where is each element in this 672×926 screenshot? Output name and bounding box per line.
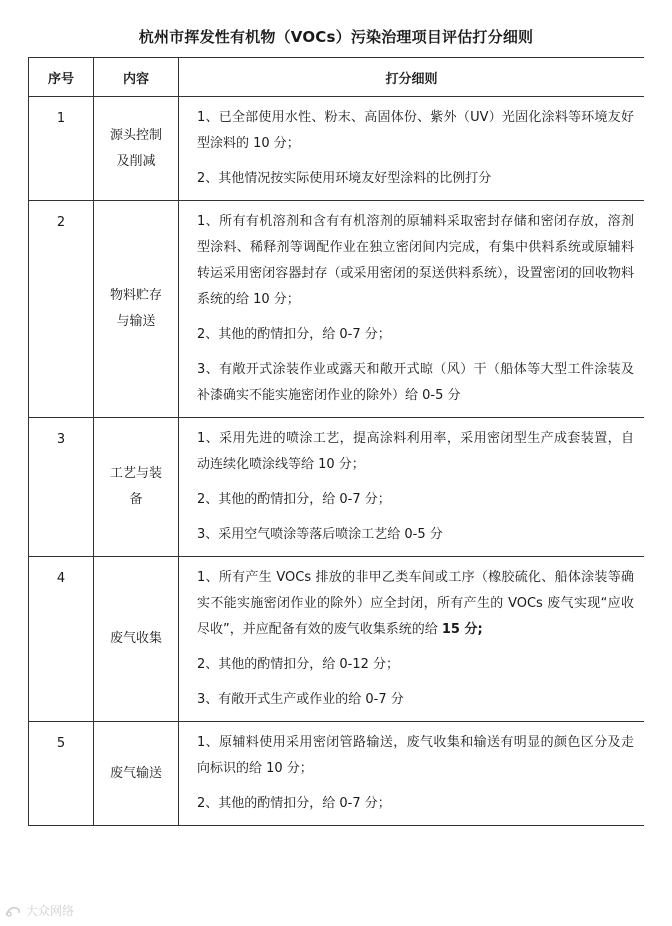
detail-item [197, 652, 634, 678]
row-number: 4 [29, 557, 94, 722]
detail-item [197, 522, 634, 548]
detail-text: 2、其他的酌情扣分，给 0-7 分； [197, 492, 391, 507]
table-row [29, 97, 645, 201]
detail-item [197, 209, 634, 313]
watermark-text: 大众网络 [26, 904, 75, 918]
detail-text: 2、其他的酌情扣分，给 0-12 分； [197, 657, 400, 672]
detail-text: 1、所有有机溶剂和含有有机溶剂的原辅料采取密封存储和密闭存放，溶剂型涂料、稀释剂等调配作业在独立密闭间内完成，有集中供料系统或原辅料转运采用密闭容器封存（或采用密闭的泵送供料系统），设置密闭的回收物料系统的给 10 分； [197, 214, 634, 307]
table-row [29, 418, 645, 557]
row-details [179, 201, 645, 418]
detail-item [197, 730, 634, 782]
header-number: 序号 [29, 58, 94, 97]
row-number: 1 [29, 97, 94, 201]
detail-item [197, 791, 634, 817]
category-text: 工艺与装备 [109, 466, 162, 507]
scoring-table [28, 57, 644, 826]
table-header-row [29, 58, 645, 97]
category-text: 废气收集 [109, 631, 162, 646]
row-number: 5 [29, 722, 94, 826]
detail-text: 3、有敞开式生产或作业的给 0-7 分 [197, 692, 404, 707]
detail-item [197, 357, 634, 409]
table-row [29, 201, 645, 418]
row-details [179, 97, 645, 201]
header-content: 内容 [94, 58, 179, 97]
detail-text: 1、所有产生 VOCs 排放的非甲乙类车间或工序（橡胶硫化、船体涂装等确实不能实施密闭作业的除外）应全封闭，所有产生的 VOCs 废气实现“应收尽收”，并应配备有效的废气收集系统的给 [197, 570, 634, 637]
detail-item [197, 487, 634, 513]
detail-item [197, 687, 634, 713]
detail-item [197, 105, 634, 157]
detail-text: 1、原辅料使用采用密闭管路输送，废气收集和输送有明显的颜色区分及走向标识的给 10 分； [197, 735, 634, 776]
row-category [94, 557, 179, 722]
row-category [94, 97, 179, 201]
detail-text: 2、其他情况按实际使用环境友好型涂料的比例打分 [197, 171, 492, 186]
detail-item [197, 426, 634, 478]
detail-text: 3、采用空气喷涂等落后喷涂工艺给 0-5 分 [197, 527, 443, 542]
detail-text: 3、有敞开式涂装作业或露天和敞开式晾（风）干（船体等大型工件涂装及补漆确实不能实施密闭作业的除外）给 0-5 分 [197, 362, 634, 403]
row-details [179, 557, 645, 722]
row-category [94, 418, 179, 557]
row-number: 3 [29, 418, 94, 557]
detail-text: 2、其他的酌情扣分，给 0-7 分； [197, 327, 391, 342]
watermark-logo-icon [4, 904, 22, 918]
detail-item [197, 166, 634, 192]
table-row [29, 557, 645, 722]
row-category [94, 201, 179, 418]
row-number: 2 [29, 201, 94, 418]
row-details [179, 418, 645, 557]
row-category [94, 722, 179, 826]
category-text: 废气输送 [109, 765, 162, 781]
category-text: 物料贮存与输送 [109, 288, 162, 329]
detail-text: 1、已全部使用水性、粉末、高固体份、紫外（UV）光固化涂料等环境友好型涂料的 10 分； [197, 110, 634, 151]
detail-score-bold: 15 分; [441, 622, 483, 637]
detail-text: 2、其他的酌情扣分，给 0-7 分； [197, 796, 391, 811]
detail-text: 1、采用先进的喷涂工艺，提高涂料利用率，采用密闭型生产成套装置，自动连续化喷涂线等给 10 分； [197, 431, 634, 472]
detail-item [197, 322, 634, 348]
table-row [29, 722, 645, 826]
table-frame [28, 57, 644, 926]
header-details: 打分细则 [179, 58, 645, 97]
document-title: 杭州市挥发性有机物（VOCs）污染治理项目评估打分细则 [138, 28, 534, 46]
detail-item [197, 565, 634, 643]
row-details [179, 722, 645, 826]
watermark [4, 902, 74, 919]
category-text: 源头控制及削减 [109, 127, 162, 169]
